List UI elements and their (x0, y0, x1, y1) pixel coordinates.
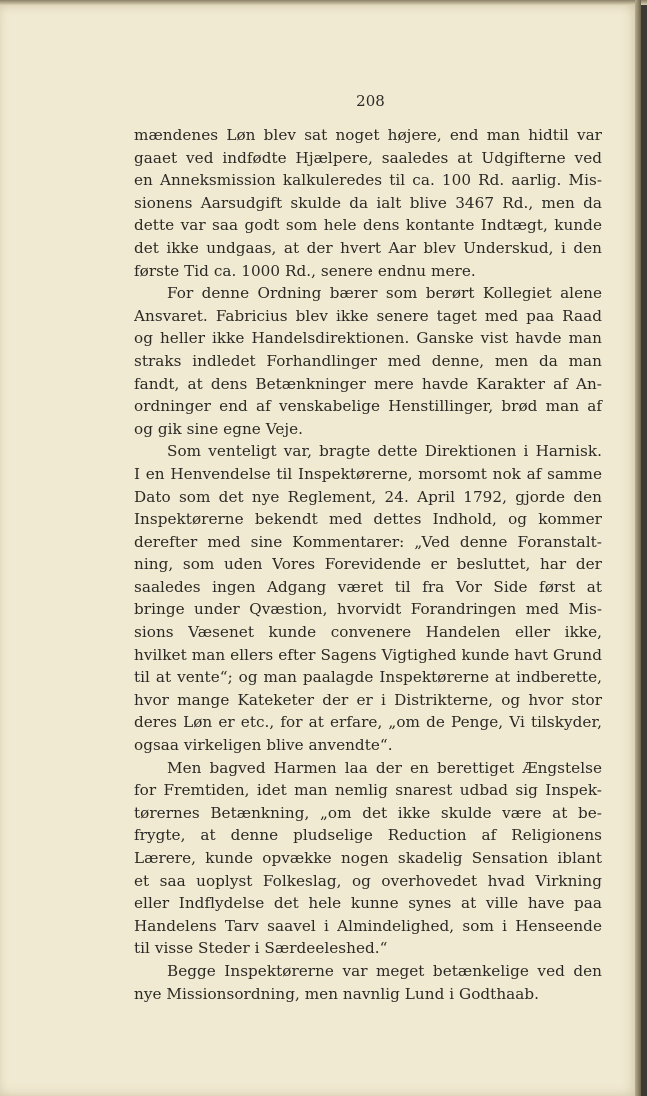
text-line: ning, som uden Vores Forevidende er besluttet, har der (134, 555, 602, 574)
text-line: og heller ikke Handelsdirektionen. Ganske vist havde man (134, 329, 602, 348)
text-line: første Tid ca. 1000 Rd., senere endnu mere. (134, 261, 476, 280)
text-line: ogsaa virkeligen blive anvendte“. (134, 736, 393, 755)
text-line: sionens Aarsudgift skulde da ialt blive 3467 Rd., men da (134, 193, 602, 212)
text-line: mændenes Løn blev sat noget højere, end man hidtil var (134, 126, 602, 144)
page-number: 208 (356, 92, 385, 110)
text-line: deres Løn er etc., for at erfare, „om de Penge, Vi tilskyder, (134, 713, 602, 732)
text-line: I en Henvendelse til Inspektørerne, morsomt nok af samme (134, 464, 602, 483)
text-line: dette var saa godt som hele dens kontante Indtægt, kunde (134, 216, 602, 235)
text-line: Ansvaret. Fabricius blev ikke senere taget med paa Raad (134, 306, 602, 325)
text-line: Dato som det nye Reglement, 24. April 1792, gjorde den (134, 487, 602, 506)
text-line: en Anneksmission kalkuleredes til ca. 100 Rd. aarlig. Mis- (134, 171, 602, 190)
text-line: gaaet ved indfødte Hjælpere, saaledes at Udgifterne ved (134, 148, 602, 167)
text-line: et saa uoplyst Folkeslag, og overhovedet hvad Virkning (134, 871, 602, 890)
page-top-edge (0, 0, 647, 5)
body-text (134, 124, 602, 1005)
text-line: og gik sine egne Veje. (134, 419, 304, 438)
text-line: tørernes Betænkning, „om det ikke skulde være at be- (134, 803, 602, 822)
page-right-edge (635, 0, 641, 1096)
text-line: Lærere, kunde opvække nogen skadelig Sensation iblant (134, 849, 602, 867)
text-line: saaledes ingen Adgang været til fra Vor Side først at (134, 577, 602, 596)
text-line: Men bagved Harmen laa der en berettiget Ængstelse (167, 758, 602, 777)
text-line: Handelens Tarv saavel i Almindelighed, som i Henseende (134, 916, 602, 935)
text-line: straks indledet Forhandlinger med denne, men da man (134, 351, 602, 370)
text-line: det ikke undgaas, at der hvert Aar blev Underskud, i den (134, 238, 602, 257)
text-line: eller Indflydelse det hele kunne synes at ville have paa (134, 894, 602, 913)
text-line: frygte, at denne pludselige Reduction af Religionens (134, 826, 602, 845)
text-line: nye Missionsordning, men navnlig Lund i Godthaab. (134, 984, 540, 1003)
text-line: til visse Steder i Særdeeleshed.“ (134, 939, 388, 958)
text-line: hvilket man ellers efter Sagens Vigtighed kunde havt Grund (134, 645, 602, 664)
text-line: derefter med sine Kommentarer: „Ved denne Foranstalt- (134, 532, 602, 551)
text-line: for Fremtiden, idet man nemlig snarest udbad sig Inspek- (134, 781, 602, 800)
text-line: hvor mange Kateketer der er i Distrikterne, og hvor stor (134, 690, 602, 709)
text-line: For denne Ordning bærer som berørt Kollegiet alene (167, 284, 602, 303)
text-line: Begge Inspektørerne var meget betænkelige ved den (167, 961, 602, 980)
text-line: til at vente“; og man paalagde Inspektørerne at indberette, (134, 668, 602, 687)
text-line: Som venteligt var, bragte dette Direktionen i Harnisk. (167, 442, 602, 461)
text-line: ordninger end af venskabelige Henstillinger, brød man af (134, 397, 602, 416)
text-line: sions Væsenet kunde convenere Handelen eller ikke, (134, 623, 602, 642)
text-line: fandt, at dens Betænkninger mere havde Karakter af An- (134, 374, 602, 393)
text-line: Inspektørerne bekendt med dettes Indhold, og kommer (134, 510, 602, 529)
text-line: bringe under Qvæstion, hvorvidt Forandringen med Mis- (134, 600, 602, 619)
